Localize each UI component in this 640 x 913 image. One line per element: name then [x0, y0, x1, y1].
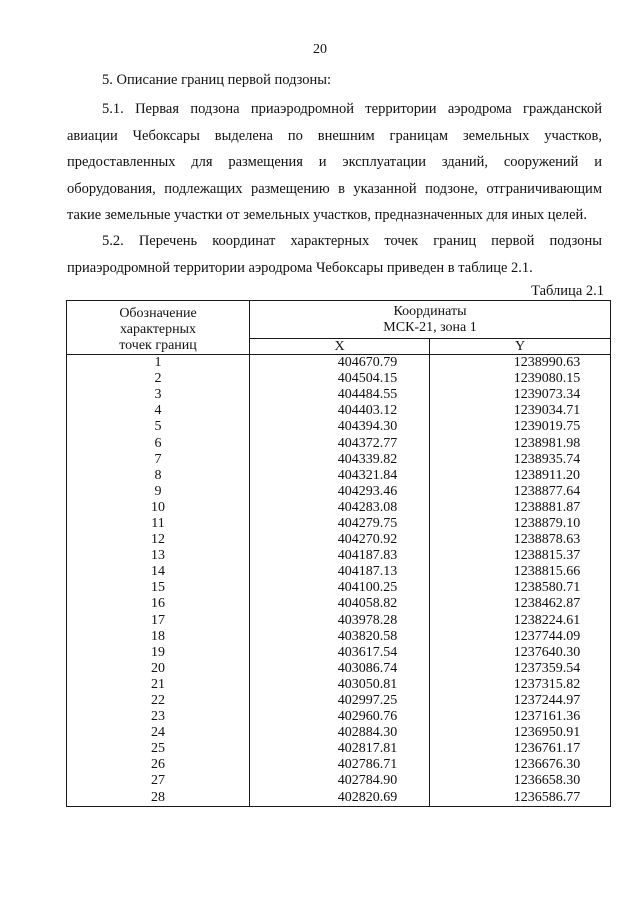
table-row	[67, 403, 611, 419]
y-coordinate-cell: 1238911.20	[430, 468, 611, 484]
table-body	[67, 355, 611, 807]
page-number: 20	[313, 42, 327, 57]
table-row	[67, 693, 611, 709]
x-coordinate-cell: 404394.30	[250, 419, 430, 435]
header-designation-line: Обозначение	[119, 306, 197, 321]
table-row	[67, 725, 611, 741]
table-row	[67, 484, 611, 500]
table-row	[67, 355, 611, 372]
point-number-cell: 4	[67, 403, 250, 419]
table-row	[67, 580, 611, 596]
table-row	[67, 387, 611, 403]
table-row	[67, 709, 611, 725]
table-row	[67, 516, 611, 532]
point-number-cell: 3	[67, 387, 250, 403]
table-row	[67, 661, 611, 677]
y-coordinate-cell: 1238877.64	[430, 484, 611, 500]
point-number-cell: 26	[67, 757, 250, 773]
x-coordinate-cell: 404270.92	[250, 532, 430, 548]
point-number-cell: 20	[67, 661, 250, 677]
point-number-cell: 14	[67, 564, 250, 580]
section-heading: 5. Описание границ первой подзоны:	[102, 72, 332, 88]
point-number-cell: 19	[67, 645, 250, 661]
point-number-cell: 27	[67, 773, 250, 789]
x-coordinate-cell: 404283.08	[250, 500, 430, 516]
point-number-cell: 10	[67, 500, 250, 516]
y-coordinate-cell: 1238815.37	[430, 548, 611, 564]
y-coordinate-cell: 1236950.91	[430, 725, 611, 741]
y-coordinate-cell: 1237315.82	[430, 677, 611, 693]
x-coordinate-cell: 404372.77	[250, 435, 430, 451]
x-coordinate-cell: 403617.54	[250, 645, 430, 661]
point-number-cell: 25	[67, 741, 250, 757]
y-coordinate-cell: 1238981.98	[430, 435, 611, 451]
y-coordinate-cell: 1238462.87	[430, 596, 611, 612]
header-designation-line: точек границ	[119, 338, 197, 353]
y-coordinate-cell: 1238580.71	[430, 580, 611, 596]
y-coordinate-cell: 1238815.66	[430, 564, 611, 580]
header-designation	[67, 301, 250, 355]
point-number-cell: 8	[67, 468, 250, 484]
paragraph-5-2: 5.2. Перечень координат характерных точек границ первой подзоны приаэродромной территории аэродрома Чебоксары приведен в таблице 2.1.	[67, 233, 602, 276]
x-coordinate-cell: 403086.74	[250, 661, 430, 677]
x-coordinate-cell: 404187.83	[250, 548, 430, 564]
x-coordinate-cell: 404670.79	[250, 355, 430, 372]
point-number-cell: 21	[67, 677, 250, 693]
point-number-cell: 17	[67, 613, 250, 629]
y-coordinate-cell: 1236586.77	[430, 790, 611, 807]
y-coordinate-cell: 1236761.17	[430, 741, 611, 757]
x-coordinate-cell: 404504.15	[250, 371, 430, 387]
table-row	[67, 677, 611, 693]
x-coordinate-cell: 404187.13	[250, 564, 430, 580]
point-number-cell: 12	[67, 532, 250, 548]
x-coordinate-cell: 404279.75	[250, 516, 430, 532]
x-coordinate-cell: 403978.28	[250, 613, 430, 629]
table-row	[67, 500, 611, 516]
header-designation-line: характерных	[119, 322, 197, 337]
y-coordinate-cell: 1236676.30	[430, 757, 611, 773]
table-row	[67, 757, 611, 773]
y-coordinate-cell: 1239034.71	[430, 403, 611, 419]
point-number-cell: 18	[67, 629, 250, 645]
point-number-cell: 22	[67, 693, 250, 709]
table-row	[67, 629, 611, 645]
point-number-cell: 11	[67, 516, 250, 532]
x-coordinate-cell: 404339.82	[250, 452, 430, 468]
header-coordinates-line: Координаты	[393, 304, 467, 319]
y-coordinate-cell: 1239080.15	[430, 371, 611, 387]
point-number-cell: 15	[67, 580, 250, 596]
coordinates-table	[66, 300, 611, 807]
point-number-cell: 9	[67, 484, 250, 500]
table-row	[67, 773, 611, 789]
point-number-cell: 28	[67, 790, 250, 807]
x-coordinate-cell: 402997.25	[250, 693, 430, 709]
y-coordinate-cell: 1239019.75	[430, 419, 611, 435]
y-coordinate-cell: 1237161.36	[430, 709, 611, 725]
table-row	[67, 645, 611, 661]
point-number-cell: 6	[67, 435, 250, 451]
table-row	[67, 419, 611, 435]
table-row	[67, 548, 611, 564]
point-number-cell: 5	[67, 419, 250, 435]
table-row	[67, 452, 611, 468]
table-caption: Таблица 2.1	[531, 283, 604, 299]
y-coordinate-cell: 1237244.97	[430, 693, 611, 709]
x-coordinate-cell: 402786.71	[250, 757, 430, 773]
x-coordinate-cell: 404403.12	[250, 403, 430, 419]
y-coordinate-cell: 1238990.63	[430, 355, 611, 372]
point-number-cell: 16	[67, 596, 250, 612]
x-coordinate-cell: 402817.81	[250, 741, 430, 757]
header-x: X	[250, 339, 430, 355]
paragraph-5-1: 5.1. Первая подзона приаэродромной территории аэродрома гражданской авиации Чебоксары выделена по внешним границам земельных участков, предоставленных для размещения и эксплуатации зданий, сооружений и оборудования, подлежащих размещению в указанной подзоне, отграничивающим такие земельные участки от земельных участков, предназначенных для иных целей.	[67, 101, 602, 223]
x-coordinate-cell: 403050.81	[250, 677, 430, 693]
y-coordinate-cell: 1239073.34	[430, 387, 611, 403]
y-coordinate-cell: 1237640.30	[430, 645, 611, 661]
table-row	[67, 564, 611, 580]
point-number-cell: 7	[67, 452, 250, 468]
x-coordinate-cell: 404321.84	[250, 468, 430, 484]
x-coordinate-cell: 403820.58	[250, 629, 430, 645]
x-coordinate-cell: 402784.90	[250, 773, 430, 789]
y-coordinate-cell: 1238879.10	[430, 516, 611, 532]
table-row	[67, 435, 611, 451]
point-number-cell: 13	[67, 548, 250, 564]
x-coordinate-cell: 402820.69	[250, 790, 430, 807]
header-coordinates	[250, 301, 611, 339]
table-row	[67, 468, 611, 484]
x-coordinate-cell: 404293.46	[250, 484, 430, 500]
table-row	[67, 613, 611, 629]
y-coordinate-cell: 1238878.63	[430, 532, 611, 548]
header-coordinates-line: МСК-21, зона 1	[383, 320, 477, 335]
y-coordinate-cell: 1236658.30	[430, 773, 611, 789]
y-coordinate-cell: 1237359.54	[430, 661, 611, 677]
x-coordinate-cell: 404058.82	[250, 596, 430, 612]
point-number-cell: 24	[67, 725, 250, 741]
y-coordinate-cell: 1238881.87	[430, 500, 611, 516]
x-coordinate-cell: 404100.25	[250, 580, 430, 596]
table-row	[67, 741, 611, 757]
x-coordinate-cell: 402960.76	[250, 709, 430, 725]
x-coordinate-cell: 402884.30	[250, 725, 430, 741]
table-row	[67, 371, 611, 387]
x-coordinate-cell: 404484.55	[250, 387, 430, 403]
y-coordinate-cell: 1237744.09	[430, 629, 611, 645]
table-row	[67, 790, 611, 807]
y-coordinate-cell: 1238224.61	[430, 613, 611, 629]
header-y: Y	[430, 339, 611, 355]
point-number-cell: 1	[67, 355, 250, 372]
point-number-cell: 23	[67, 709, 250, 725]
table-row	[67, 532, 611, 548]
point-number-cell: 2	[67, 371, 250, 387]
table-row	[67, 596, 611, 612]
y-coordinate-cell: 1238935.74	[430, 452, 611, 468]
